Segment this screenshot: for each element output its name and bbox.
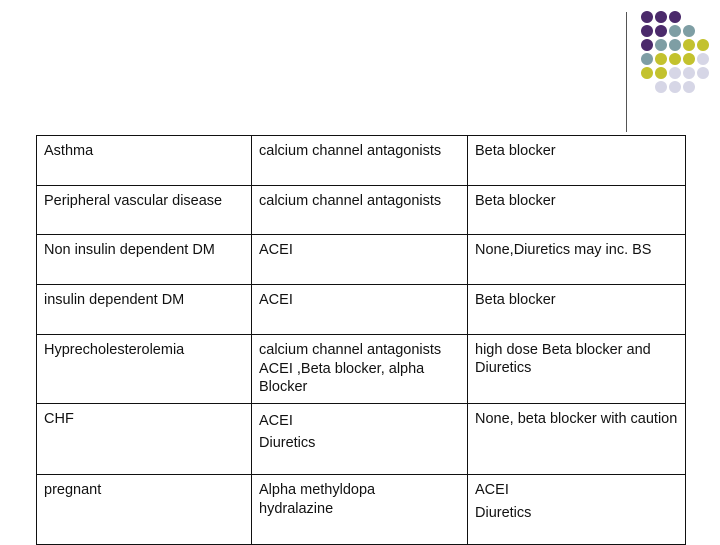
condition-cell [37,285,252,335]
avoid-drug-cell [468,475,686,545]
table-row [37,475,686,545]
decorative-dot [641,11,653,23]
decorative-dot [655,67,667,79]
avoid-drug-cell [468,335,686,404]
decorative-dot [655,39,667,51]
avoid-drug-text: None, beta blocker with caution [475,411,678,427]
preferred-drug-cell [252,285,468,335]
hypertension-treatment-table [36,135,686,545]
preferred-drug-text: ACEI ,Beta blocker, alpha Blocker [259,361,425,395]
avoid-drug-cell [468,235,686,285]
condition-cell [37,404,252,475]
decorative-dot [669,81,681,93]
decorative-dot [697,39,709,51]
decorative-dot [683,81,695,93]
decorative-dot [697,53,709,65]
table-row [37,335,686,404]
decorative-dot [655,81,667,93]
condition-cell [37,136,252,186]
preferred-drug-text: ACEI [259,292,293,308]
condition-text: Non insulin dependent DM [44,242,215,258]
avoid-drug-cell [468,404,686,475]
preferred-drug-cell [252,335,468,404]
preferred-drug-cell [252,404,468,475]
avoid-drug-text: ACEI [475,482,509,498]
table-row [37,404,686,475]
preferred-drug-cell [252,186,468,235]
table-row [37,186,686,235]
table-row [37,235,686,285]
avoid-drug-text: None,Diuretics may inc. BS [475,242,652,258]
avoid-drug-cell [468,285,686,335]
avoid-drug-cell [468,186,686,235]
table-row [37,285,686,335]
decorative-dot [669,39,681,51]
decorative-dot [641,25,653,37]
preferred-drug-text: ACEI [259,242,293,258]
condition-cell [37,235,252,285]
avoid-drug-text: Beta blocker [475,292,556,308]
avoid-drug-cell [468,136,686,186]
preferred-drug-text: Diuretics [259,435,316,451]
preferred-drug-cell [252,136,468,186]
decorative-dot-grid [640,10,720,120]
decorative-dot [669,11,681,23]
condition-text: pregnant [44,482,102,498]
preferred-drug-cell [252,235,468,285]
preferred-drug-text: calcium channel antagonists [259,342,442,358]
decorative-dot [641,39,653,51]
table-row [37,136,686,186]
decorative-dot [669,25,681,37]
avoid-drug-text: Diuretics [475,505,532,521]
decorative-dot [669,53,681,65]
condition-text: CHF [44,411,74,427]
decorative-dot [655,53,667,65]
decorative-dot [683,67,695,79]
decorative-dot [641,67,653,79]
condition-text: Asthma [44,143,94,159]
preferred-drug-cell [252,475,468,545]
condition-cell [37,186,252,235]
decorative-dot [683,39,695,51]
condition-cell [37,475,252,545]
decorative-dot [655,11,667,23]
condition-text: insulin dependent DM [44,292,185,308]
preferred-drug-text: Alpha methyldopa hydralazine [259,482,376,517]
avoid-drug-text: Beta blocker [475,193,556,209]
condition-cell [37,335,252,404]
preferred-drug-text: calcium channel antagonists [259,193,442,209]
avoid-drug-text: high dose Beta blocker and Diuretics [475,342,651,376]
decorative-vertical-line [626,12,627,132]
decorative-dot [655,25,667,37]
avoid-drug-text: Beta blocker [475,143,556,159]
preferred-drug-text: ACEI [259,413,293,429]
decorative-dot [683,53,695,65]
decorative-dot [669,67,681,79]
decorative-dot [683,25,695,37]
hypertension-treatment-table-container [36,135,685,545]
condition-text: Hyprecholesterolemia [44,342,185,358]
decorative-dot [641,53,653,65]
decorative-dot [697,67,709,79]
preferred-drug-text: calcium channel antagonists [259,143,442,159]
condition-text: Peripheral vascular disease [44,193,223,209]
